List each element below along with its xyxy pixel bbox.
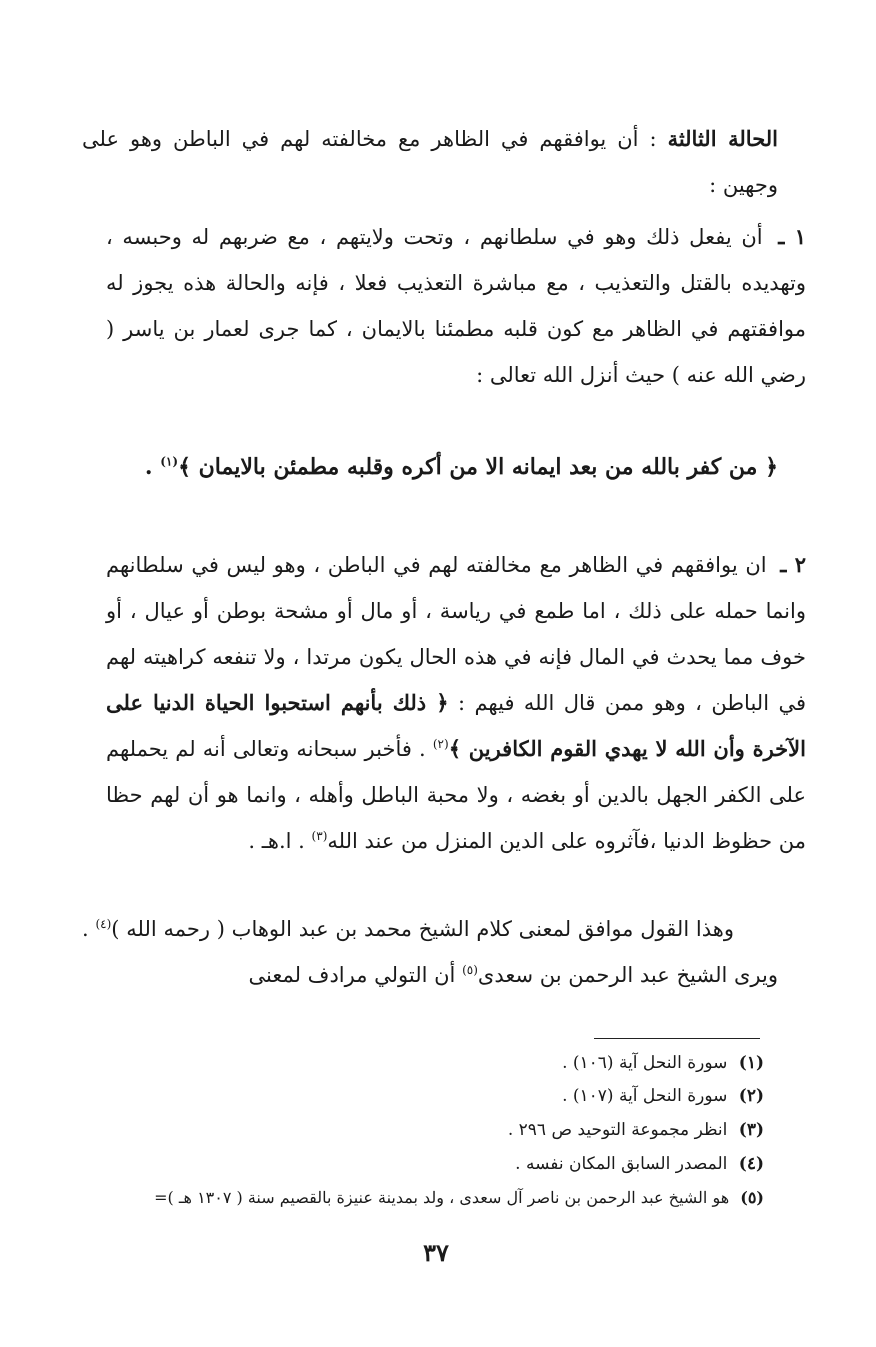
item2-text-a: ان يوافقهم في الظاهر مع مخالفته لهم في الباطن ، وهو ليس في سلطانهم وانما حمله على ذلك ، اما طمع في رياسة ، أو مال أو مشحة بوطن أو عيال ، أو خوف مما يحدث في المال فإنه في هذه الحال يكون مرتدا ، ولا تنفعه كراهيته لهم في الباطن ، وهو ممن قال الله فيهم :: [106, 553, 806, 715]
item1-verse-text: ﴿ من كفر بالله من بعد ايمانه الا من أكره وقلبه مطمئن بالايمان ﴾: [178, 454, 778, 480]
footnote-3: [64, 1115, 764, 1145]
footnote-4-text: المصدر السابق المكان نفسه .: [515, 1154, 728, 1174]
footnote-3-number: (٣): [738, 1120, 764, 1140]
footnote-ref-5: (٥): [462, 963, 478, 977]
footnote-1: [64, 1048, 764, 1078]
closing-paragraph: [82, 906, 778, 998]
item1-verse: [98, 444, 778, 490]
case3-heading: الحالة الثالثة: [667, 126, 778, 151]
item2-text-b: . فأخبر سبحانه وتعالى أنه لم يحملهم على الكفر الجهل بالدين أو بغضه ، ولا محبة الباطل وأهله ، وانما هو أن لهم حظا من حظوظ الدنيا ،فآثروه على الدين المنزل من عند الله: [106, 737, 806, 853]
page-number: ٣٧: [423, 1238, 449, 1267]
footnote-1-number: (١): [738, 1053, 764, 1073]
footnote-ref-4: (٤): [95, 917, 112, 931]
footnote-4-number: (٤): [738, 1154, 764, 1174]
footnote-4: [64, 1149, 764, 1179]
footnote-separator: [594, 1038, 760, 1039]
item1-paragraph: [106, 214, 806, 398]
footnote-5: [64, 1183, 764, 1213]
item1-text: أن يفعل ذلك وهو في سلطانهم ، وتحت ولايتهم ، مع ضربهم له وحبسه ، وتهديده بالقتل والتعذيب ، مع مباشرة التعذيب فعلا ، فإنه والحالة هذه يجوز له موافقتهم في الظاهر مع كون قلبه مطمئنا بالايمان ، كما جرى لعمار بن ياسر ( رضي الله عنه ) حيث أنزل الله تعالى :: [106, 225, 806, 387]
closing-text-c: أن التولي مرادف لمعنى: [248, 963, 456, 987]
item2-paragraph: [106, 542, 806, 864]
footnote-2-number: (٢): [738, 1086, 764, 1106]
footnote-5-text: هو الشيخ عبد الرحمن بن ناصر آل سعدى ، ولد بمدينة عنيزة بالقصيم سنة ( ١٣٠٧ هـ )=: [154, 1188, 730, 1207]
footnote-ref-3: (٣): [311, 829, 328, 843]
case3-text: : أن يوافقهم في الظاهر مع مخالفته لهم في الباطن وهو على وجهين :: [82, 127, 778, 197]
closing-text-b: . ويرى الشيخ عبد الرحمن بن سعدى: [82, 917, 778, 987]
item1-verse-end: .: [144, 454, 153, 480]
footnote-2: [64, 1081, 764, 1111]
footnote-ref-1: (١): [160, 454, 179, 469]
footnote-2-text: سورة النحل آية (١٠٧) .: [562, 1086, 728, 1106]
item1-number: ١ ـ: [778, 224, 806, 249]
footnote-5-number: (٥): [740, 1188, 764, 1207]
footnote-ref-2: (٢): [432, 737, 449, 751]
case3-paragraph: [82, 116, 778, 208]
footnote-3-text: انظر مجموعة التوحيد ص ٢٩٦ .: [507, 1120, 728, 1140]
footnote-1-text: سورة النحل آية (١٠٦) .: [562, 1053, 728, 1073]
item2-text-c: . ا.هـ .: [248, 829, 305, 853]
item2-number: ٢ ـ: [780, 552, 806, 577]
item2-verse: ﴿ ذلك بأنهم استحبوا الحياة الدنيا على الآخرة وأن الله لا يهدي القوم الكافرين ﴾: [106, 690, 806, 761]
closing-text-a: وهذا القول موافق لمعنى كلام الشيخ محمد بن عبد الوهاب ( رحمه الله ): [111, 917, 734, 941]
